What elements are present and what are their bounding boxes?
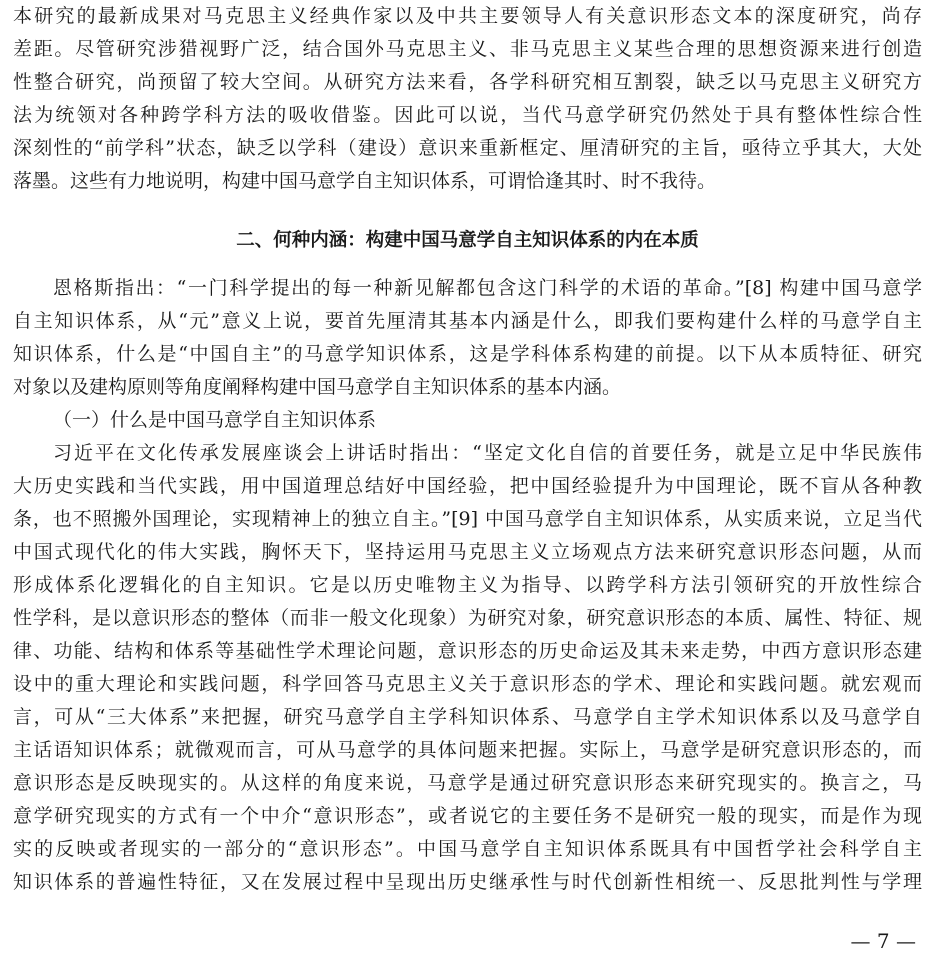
text-line: 大历史实践和当代实践，用中国道理总结好中国经验，把中国经验提升为中国理论，既不盲从各种教 <box>13 475 922 497</box>
paragraph-1 <box>13 0 922 198</box>
text-line: 形成体系化逻辑化的自主知识。它是以历史唯物主义为指导、以跨学科方法引领研究的开放性综合 <box>13 574 922 596</box>
subsection-heading: （一）什么是中国马意学自主知识体系 <box>53 409 377 431</box>
text-line: 条，也不照搬外国理论，实现精神上的独立自主。”[9] 中国马意学自主知识体系，从实质来说，立足当代 <box>13 508 922 530</box>
text-line: 对象以及建构原则等角度阐释构建中国马意学自主知识体系的基本内涵。 <box>13 376 622 398</box>
paragraph-3 <box>13 437 922 899</box>
text-line: 差距。尽管研究涉猎视野广泛，结合国外马克思主义、非马克思主义某些合理的思想资源来进行创造 <box>13 38 922 60</box>
text-line: 中国式现代化的伟大实践，胸怀天下，坚持运用马克思主义立场观点方法来研究意识形态问题，从而 <box>13 541 922 563</box>
text-line: 深刻性的“前学科”状态，缺乏以学科（建设）意识来重新框定、厘清研究的主旨，亟待立乎其大，大处 <box>13 137 922 159</box>
text-line: 律、功能、结构和体系等基础性学术理论问题，意识形态的历史命运及其未来走势，中西方意识形态建 <box>13 640 922 662</box>
text-line: 习近平在文化传承发展座谈会上讲话时指出：“坚定文化自信的首要任务，就是立足中华民族伟 <box>53 442 922 464</box>
paragraph-2 <box>13 272 922 404</box>
text-line: 言，可从“三大体系”来把握，研究马意学自主学科知识体系、马意学自主学术知识体系以及马意学自 <box>13 706 922 728</box>
page-number: — 7 — <box>850 929 916 953</box>
text-line: 法为统领对各种跨学科方法的吸收借鉴。因此可以说，当代马意学研究仍然处于具有整体性综合性 <box>13 104 922 126</box>
text-line: 性整合研究，尚预留了较大空间。从研究方法来看，各学科研究相互割裂，缺乏以马克思主义研究方 <box>13 71 922 93</box>
text-line: 自主知识体系，从“元”意义上说，要首先厘清其基本内涵是什么，即我们要构建什么样的马意学自主 <box>13 310 922 332</box>
text-line: 本研究的最新成果对马克思主义经典作家以及中共主要领导人有关意识形态文本的深度研究，尚存 <box>13 5 922 27</box>
document-page <box>13 0 922 899</box>
text-line: 知识体系，什么是“中国自主”的马意学知识体系，这是学科体系构建的前提。以下从本质特征、研究 <box>13 343 922 365</box>
text-line: 设中的重大理论和实践问题，科学回答马克思主义关于意识形态的学术、理论和实践问题。就宏观而 <box>13 673 922 695</box>
text-line: 恩格斯指出：“一门科学提出的每一种新见解都包含这门科学的术语的革命。”[8] 构建中国马意学 <box>53 277 922 299</box>
text-line: 知识体系的普遍性特征，又在发展过程中呈现出历史继承性与时代创新性相统一、反思批判性与学理 <box>13 871 922 893</box>
text-line: 实的反映或者现实的一部分的“意识形态”。中国马意学自主知识体系既具有中国哲学社会科学自主 <box>13 838 922 860</box>
text-line: 意学研究现实的方式有一个中介“意识形态”，或者说它的主要任务不是研究一般的现实，而是作为现 <box>13 805 922 827</box>
text-line: 意识形态是反映现实的。从这样的角度来说，马意学是通过研究意识形态来研究现实的。换言之，马 <box>13 772 922 794</box>
text-line: 落墨。这些有力地说明，构建中国马意学自主知识体系，可谓恰逢其时、时不我待。 <box>13 170 717 192</box>
text-line: 性学科，是以意识形态的整体（而非一般文化现象）为研究对象，研究意识形态的本质、属性、特征、规 <box>13 607 922 629</box>
text-line: 主话语知识体系；就微观而言，可从马意学的具体问题来把握。实际上，马意学是研究意识形态的，而 <box>13 739 922 761</box>
section-heading: 二、何种内涵：构建中国马意学自主知识体系的内在本质 <box>236 230 699 251</box>
